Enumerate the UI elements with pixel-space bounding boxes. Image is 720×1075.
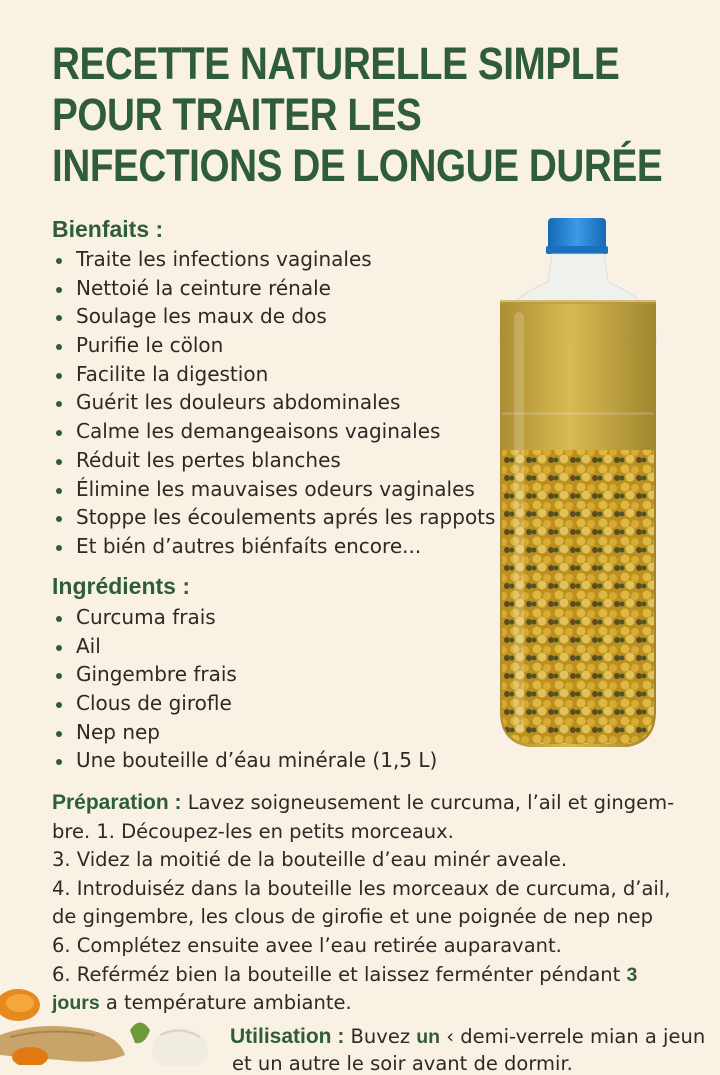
list-item: Guérit les douleurs abdominales xyxy=(52,388,495,417)
prep-line-8: a température ambiante. xyxy=(99,991,352,1015)
list-item: Nettoié la ceinture rénale xyxy=(52,274,495,303)
benefits-list xyxy=(52,245,495,561)
benefits-heading: Bienfaits : xyxy=(52,216,164,242)
preparation-heading: Préparation : xyxy=(52,791,182,814)
usage-text-b: un xyxy=(416,1026,441,1048)
list-item: Purifie le cölon xyxy=(52,331,495,360)
usage-section xyxy=(230,1025,705,1049)
list-item: Nep nep xyxy=(52,718,437,747)
prep-line-1: Lavez soigneusement le curcuma, l’ail et gingem- xyxy=(181,791,675,814)
prep-line-4: 4. Introduiséz dans la bouteille les morceaux de curcuma, d’ail, xyxy=(52,876,671,900)
list-item: Stoppe les écoulements aprés les rappots xyxy=(52,503,495,532)
usage-text-c: ‹ demi-verrele mian a jeun xyxy=(440,1025,706,1048)
list-item: Facilite la digestion xyxy=(52,360,495,389)
prep-line-5: de gingembre, les clous de girofie et une poignée de nep nep xyxy=(52,905,654,929)
prep-line-2: bre. 1. Découpez-les en petits morceaux. xyxy=(52,819,454,843)
usage-text-a: Buvez xyxy=(344,1025,417,1048)
ingredients-list xyxy=(52,603,437,775)
page-title xyxy=(52,38,663,191)
list-item: Soulage les maux de dos xyxy=(52,302,495,331)
ingredients-heading: Ingrédients : xyxy=(52,573,191,599)
usage-line-2: et un autre le soir avant de dormir. xyxy=(232,1052,573,1075)
list-item: Ail xyxy=(52,632,437,661)
usage-heading: Utilisation : xyxy=(230,1025,345,1048)
prep-line-7: 6. Reférméz bien la bouteille et laissez ferménter péndant xyxy=(52,962,627,986)
prep-days-word: jours xyxy=(52,992,100,1015)
list-item: Calme les demangeaisons vaginales xyxy=(52,417,495,446)
bottle-illustration xyxy=(488,212,668,757)
turmeric-garlic-decoration xyxy=(0,975,230,1065)
list-item: Réduit les pertes blanches xyxy=(52,446,495,475)
title-line-3: INFECTIONS DE LONGUE DURÉE xyxy=(52,140,663,191)
list-item: Et bién d’autres biénfaíts encore... xyxy=(52,532,495,561)
prep-line-6: 6. Complétez ensuite avee l’eau retirée auparavant. xyxy=(52,933,562,957)
prep-line-3: 3. Videz la moitié de la bouteille d’eau minér aveale. xyxy=(52,848,568,872)
list-item: Une bouteille d’éau minérale (1,5 L) xyxy=(52,746,437,775)
title-line-2: POUR TRAITER LES xyxy=(52,89,422,140)
title-line-1: RECETTE NATURELLE SIMPLE xyxy=(52,38,620,89)
list-item: Élimine les mauvaises odeurs vaginales xyxy=(52,475,495,504)
list-item: Curcuma frais xyxy=(52,603,437,632)
list-item: Clous de girofle xyxy=(52,689,437,718)
prep-days-number: 3 xyxy=(626,963,638,986)
list-item: Traite les infections vaginales xyxy=(52,245,495,274)
list-item: Gingembre frais xyxy=(52,660,437,689)
